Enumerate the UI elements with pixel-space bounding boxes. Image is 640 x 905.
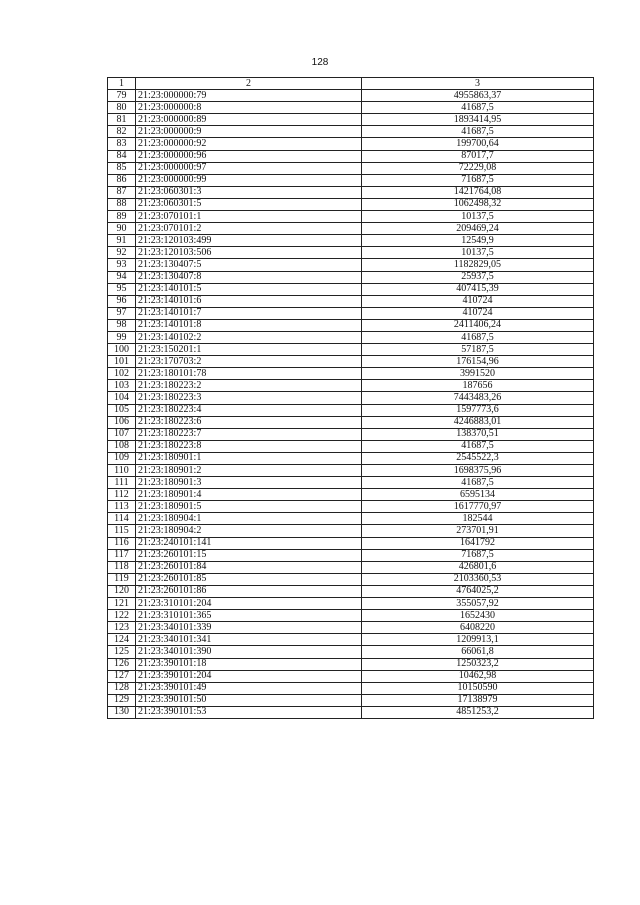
cadastral-value: 10137,5 [362,247,594,259]
table-row [108,561,594,573]
cadastral-value: 1597773,6 [362,404,594,416]
cadastral-value: 3991520 [362,368,594,380]
table-row [108,174,594,186]
cadastral-number: 21:23:180223:4 [136,404,362,416]
cadastral-value: 41687,5 [362,126,594,138]
table-row [108,102,594,114]
row-number: 87 [108,186,136,198]
cadastral-value: 209469,24 [362,223,594,235]
row-number: 106 [108,416,136,428]
table-row [108,694,594,706]
table-row [108,404,594,416]
cadastral-number: 21:23:340101:390 [136,646,362,658]
cadastral-value: 57187,5 [362,344,594,356]
cadastral-number: 21:23:000000:99 [136,174,362,186]
cadastral-value: 1421764,08 [362,186,594,198]
row-number: 105 [108,404,136,416]
table-row [108,501,594,513]
table-row [108,428,594,440]
cadastral-number: 21:23:180223:8 [136,440,362,452]
cadastral-number: 21:23:000000:96 [136,150,362,162]
table-row [108,150,594,162]
row-number: 127 [108,670,136,682]
cadastral-number: 21:23:000000:8 [136,102,362,114]
table-row [108,235,594,247]
row-number: 101 [108,356,136,368]
table-row [108,489,594,501]
row-number: 107 [108,428,136,440]
cadastral-number: 21:23:180901:4 [136,489,362,501]
cadastral-value: 41687,5 [362,477,594,489]
row-number: 84 [108,150,136,162]
cadastral-value-table [107,77,594,719]
cadastral-number: 21:23:240101:141 [136,537,362,549]
cadastral-value: 1652430 [362,610,594,622]
table-row [108,211,594,223]
row-number: 117 [108,549,136,561]
cadastral-number: 21:23:000000:89 [136,114,362,126]
cadastral-value: 182544 [362,513,594,525]
cadastral-value: 2103360,53 [362,573,594,585]
cadastral-value: 6408220 [362,622,594,634]
cadastral-number: 21:23:180101:78 [136,368,362,380]
table-row [108,598,594,610]
row-number: 109 [108,452,136,464]
cadastral-number: 21:23:000000:92 [136,138,362,150]
cadastral-number: 21:23:260101:84 [136,561,362,573]
table-row [108,380,594,392]
table-row [108,465,594,477]
row-number: 86 [108,174,136,186]
cadastral-value: 71687,5 [362,174,594,186]
cadastral-value: 6595134 [362,489,594,501]
row-number: 119 [108,573,136,585]
table-row [108,682,594,694]
cadastral-value: 41687,5 [362,440,594,452]
cadastral-number: 21:23:140101:7 [136,307,362,319]
cadastral-value: 12549,9 [362,235,594,247]
cadastral-number: 21:23:180904:1 [136,513,362,525]
cadastral-number: 21:23:060301:5 [136,198,362,210]
cadastral-number: 21:23:260101:85 [136,573,362,585]
cadastral-value: 138370,51 [362,428,594,440]
cadastral-value: 41687,5 [362,102,594,114]
table-row [108,247,594,259]
cadastral-value: 2411406,24 [362,319,594,331]
row-number: 129 [108,694,136,706]
table-row [108,622,594,634]
row-number: 118 [108,561,136,573]
row-number: 99 [108,331,136,343]
row-number: 114 [108,513,136,525]
cadastral-value: 7443483,26 [362,392,594,404]
table-row [108,259,594,271]
cadastral-number: 21:23:390101:53 [136,706,362,718]
row-number: 100 [108,344,136,356]
cadastral-number: 21:23:180223:7 [136,428,362,440]
cadastral-value: 2545522,3 [362,452,594,464]
table-row [108,186,594,198]
cadastral-number: 21:23:180904:2 [136,525,362,537]
row-number: 128 [108,682,136,694]
table-header-row [108,78,594,90]
table-row [108,416,594,428]
cadastral-number: 21:23:310101:365 [136,610,362,622]
row-number: 122 [108,610,136,622]
row-number: 96 [108,295,136,307]
row-number: 90 [108,223,136,235]
cadastral-number: 21:23:070101:1 [136,211,362,223]
cadastral-value: 407415,39 [362,283,594,295]
row-number: 88 [108,198,136,210]
table-row [108,646,594,658]
cadastral-number: 21:23:000000:97 [136,162,362,174]
row-number: 95 [108,283,136,295]
table-row [108,706,594,718]
cadastral-value: 87017,7 [362,150,594,162]
table-row [108,549,594,561]
table-row [108,307,594,319]
row-number: 81 [108,114,136,126]
row-number: 120 [108,585,136,597]
row-number: 97 [108,307,136,319]
row-number: 126 [108,658,136,670]
table-row [108,537,594,549]
column-header-1: 1 [108,78,136,90]
row-number: 102 [108,368,136,380]
cadastral-number: 21:23:390101:50 [136,694,362,706]
cadastral-value: 1209913,1 [362,634,594,646]
row-number: 98 [108,319,136,331]
cadastral-number: 21:23:000000:79 [136,90,362,102]
cadastral-number: 21:23:340101:339 [136,622,362,634]
row-number: 112 [108,489,136,501]
cadastral-number: 21:23:180901:3 [136,477,362,489]
cadastral-value: 10462,98 [362,670,594,682]
table-row [108,634,594,646]
row-number: 104 [108,392,136,404]
cadastral-value: 426801,6 [362,561,594,573]
row-number: 111 [108,477,136,489]
cadastral-number: 21:23:140101:5 [136,283,362,295]
table-row [108,513,594,525]
table-row [108,368,594,380]
table-row [108,331,594,343]
cadastral-value: 10150590 [362,682,594,694]
cadastral-number: 21:23:390101:204 [136,670,362,682]
cadastral-number: 21:23:170703:2 [136,356,362,368]
column-header-2: 2 [136,78,362,90]
cadastral-number: 21:23:140101:6 [136,295,362,307]
row-number: 91 [108,235,136,247]
cadastral-value: 4246883,01 [362,416,594,428]
cadastral-value: 10137,5 [362,211,594,223]
cadastral-number: 21:23:130407:8 [136,271,362,283]
cadastral-value: 17138979 [362,694,594,706]
cadastral-value: 71687,5 [362,549,594,561]
cadastral-number: 21:23:180223:3 [136,392,362,404]
cadastral-value: 4851253,2 [362,706,594,718]
column-header-3: 3 [362,78,594,90]
cadastral-value: 1617770,97 [362,501,594,513]
cadastral-value: 187656 [362,380,594,392]
cadastral-value: 199700,64 [362,138,594,150]
cadastral-number: 21:23:150201:1 [136,344,362,356]
table-row [108,198,594,210]
table-row [108,573,594,585]
table-row [108,477,594,489]
cadastral-value: 72229,08 [362,162,594,174]
cadastral-value: 273701,91 [362,525,594,537]
cadastral-value: 1893414,95 [362,114,594,126]
table-row [108,658,594,670]
table-row [108,114,594,126]
cadastral-value: 66061,8 [362,646,594,658]
table-row [108,126,594,138]
row-number: 121 [108,598,136,610]
cadastral-number: 21:23:180901:1 [136,452,362,464]
row-number: 115 [108,525,136,537]
cadastral-value: 1698375,96 [362,465,594,477]
cadastral-number: 21:23:130407:5 [136,259,362,271]
cadastral-value: 176154,96 [362,356,594,368]
row-number: 103 [108,380,136,392]
cadastral-number: 21:23:390101:49 [136,682,362,694]
cadastral-value: 410724 [362,307,594,319]
row-number: 116 [108,537,136,549]
row-number: 110 [108,465,136,477]
cadastral-number: 21:23:180901:2 [136,465,362,477]
table-row [108,585,594,597]
table-row [108,670,594,682]
cadastral-number: 21:23:070101:2 [136,223,362,235]
row-number: 125 [108,646,136,658]
cadastral-value: 41687,5 [362,331,594,343]
cadastral-number: 21:23:060301:3 [136,186,362,198]
table-row [108,271,594,283]
cadastral-value: 355057,92 [362,598,594,610]
row-number: 130 [108,706,136,718]
row-number: 93 [108,259,136,271]
cadastral-number: 21:23:390101:18 [136,658,362,670]
page-number: 128 [311,57,329,68]
table-row [108,525,594,537]
table-row [108,610,594,622]
cadastral-value: 410724 [362,295,594,307]
cadastral-number: 21:23:140102:2 [136,331,362,343]
table-row [108,223,594,235]
cadastral-value: 1062498,32 [362,198,594,210]
table-row [108,452,594,464]
table-row [108,90,594,102]
row-number: 113 [108,501,136,513]
cadastral-number: 21:23:260101:86 [136,585,362,597]
row-number: 79 [108,90,136,102]
table-row [108,440,594,452]
cadastral-number: 21:23:340101:341 [136,634,362,646]
cadastral-value: 4764025,2 [362,585,594,597]
cadastral-number: 21:23:000000:9 [136,126,362,138]
row-number: 123 [108,622,136,634]
row-number: 108 [108,440,136,452]
cadastral-number: 21:23:120103:499 [136,235,362,247]
table-row [108,162,594,174]
table-row [108,138,594,150]
cadastral-number: 21:23:180223:6 [136,416,362,428]
row-number: 94 [108,271,136,283]
row-number: 89 [108,211,136,223]
table-row [108,283,594,295]
cadastral-number: 21:23:180901:5 [136,501,362,513]
row-number: 85 [108,162,136,174]
table-row [108,344,594,356]
cadastral-value: 1641792 [362,537,594,549]
cadastral-number: 21:23:120103:506 [136,247,362,259]
cadastral-value: 1182829,05 [362,259,594,271]
cadastral-number: 21:23:260101:15 [136,549,362,561]
cadastral-number: 21:23:310101:204 [136,598,362,610]
table-row [108,356,594,368]
row-number: 83 [108,138,136,150]
table-row [108,295,594,307]
cadastral-value: 1250323,2 [362,658,594,670]
row-number: 92 [108,247,136,259]
row-number: 82 [108,126,136,138]
table-row [108,319,594,331]
table-body [108,90,594,719]
cadastral-value: 25937,5 [362,271,594,283]
cadastral-number: 21:23:180223:2 [136,380,362,392]
row-number: 80 [108,102,136,114]
cadastral-value: 4955863,37 [362,90,594,102]
row-number: 124 [108,634,136,646]
cadastral-number: 21:23:140101:8 [136,319,362,331]
table-row [108,392,594,404]
